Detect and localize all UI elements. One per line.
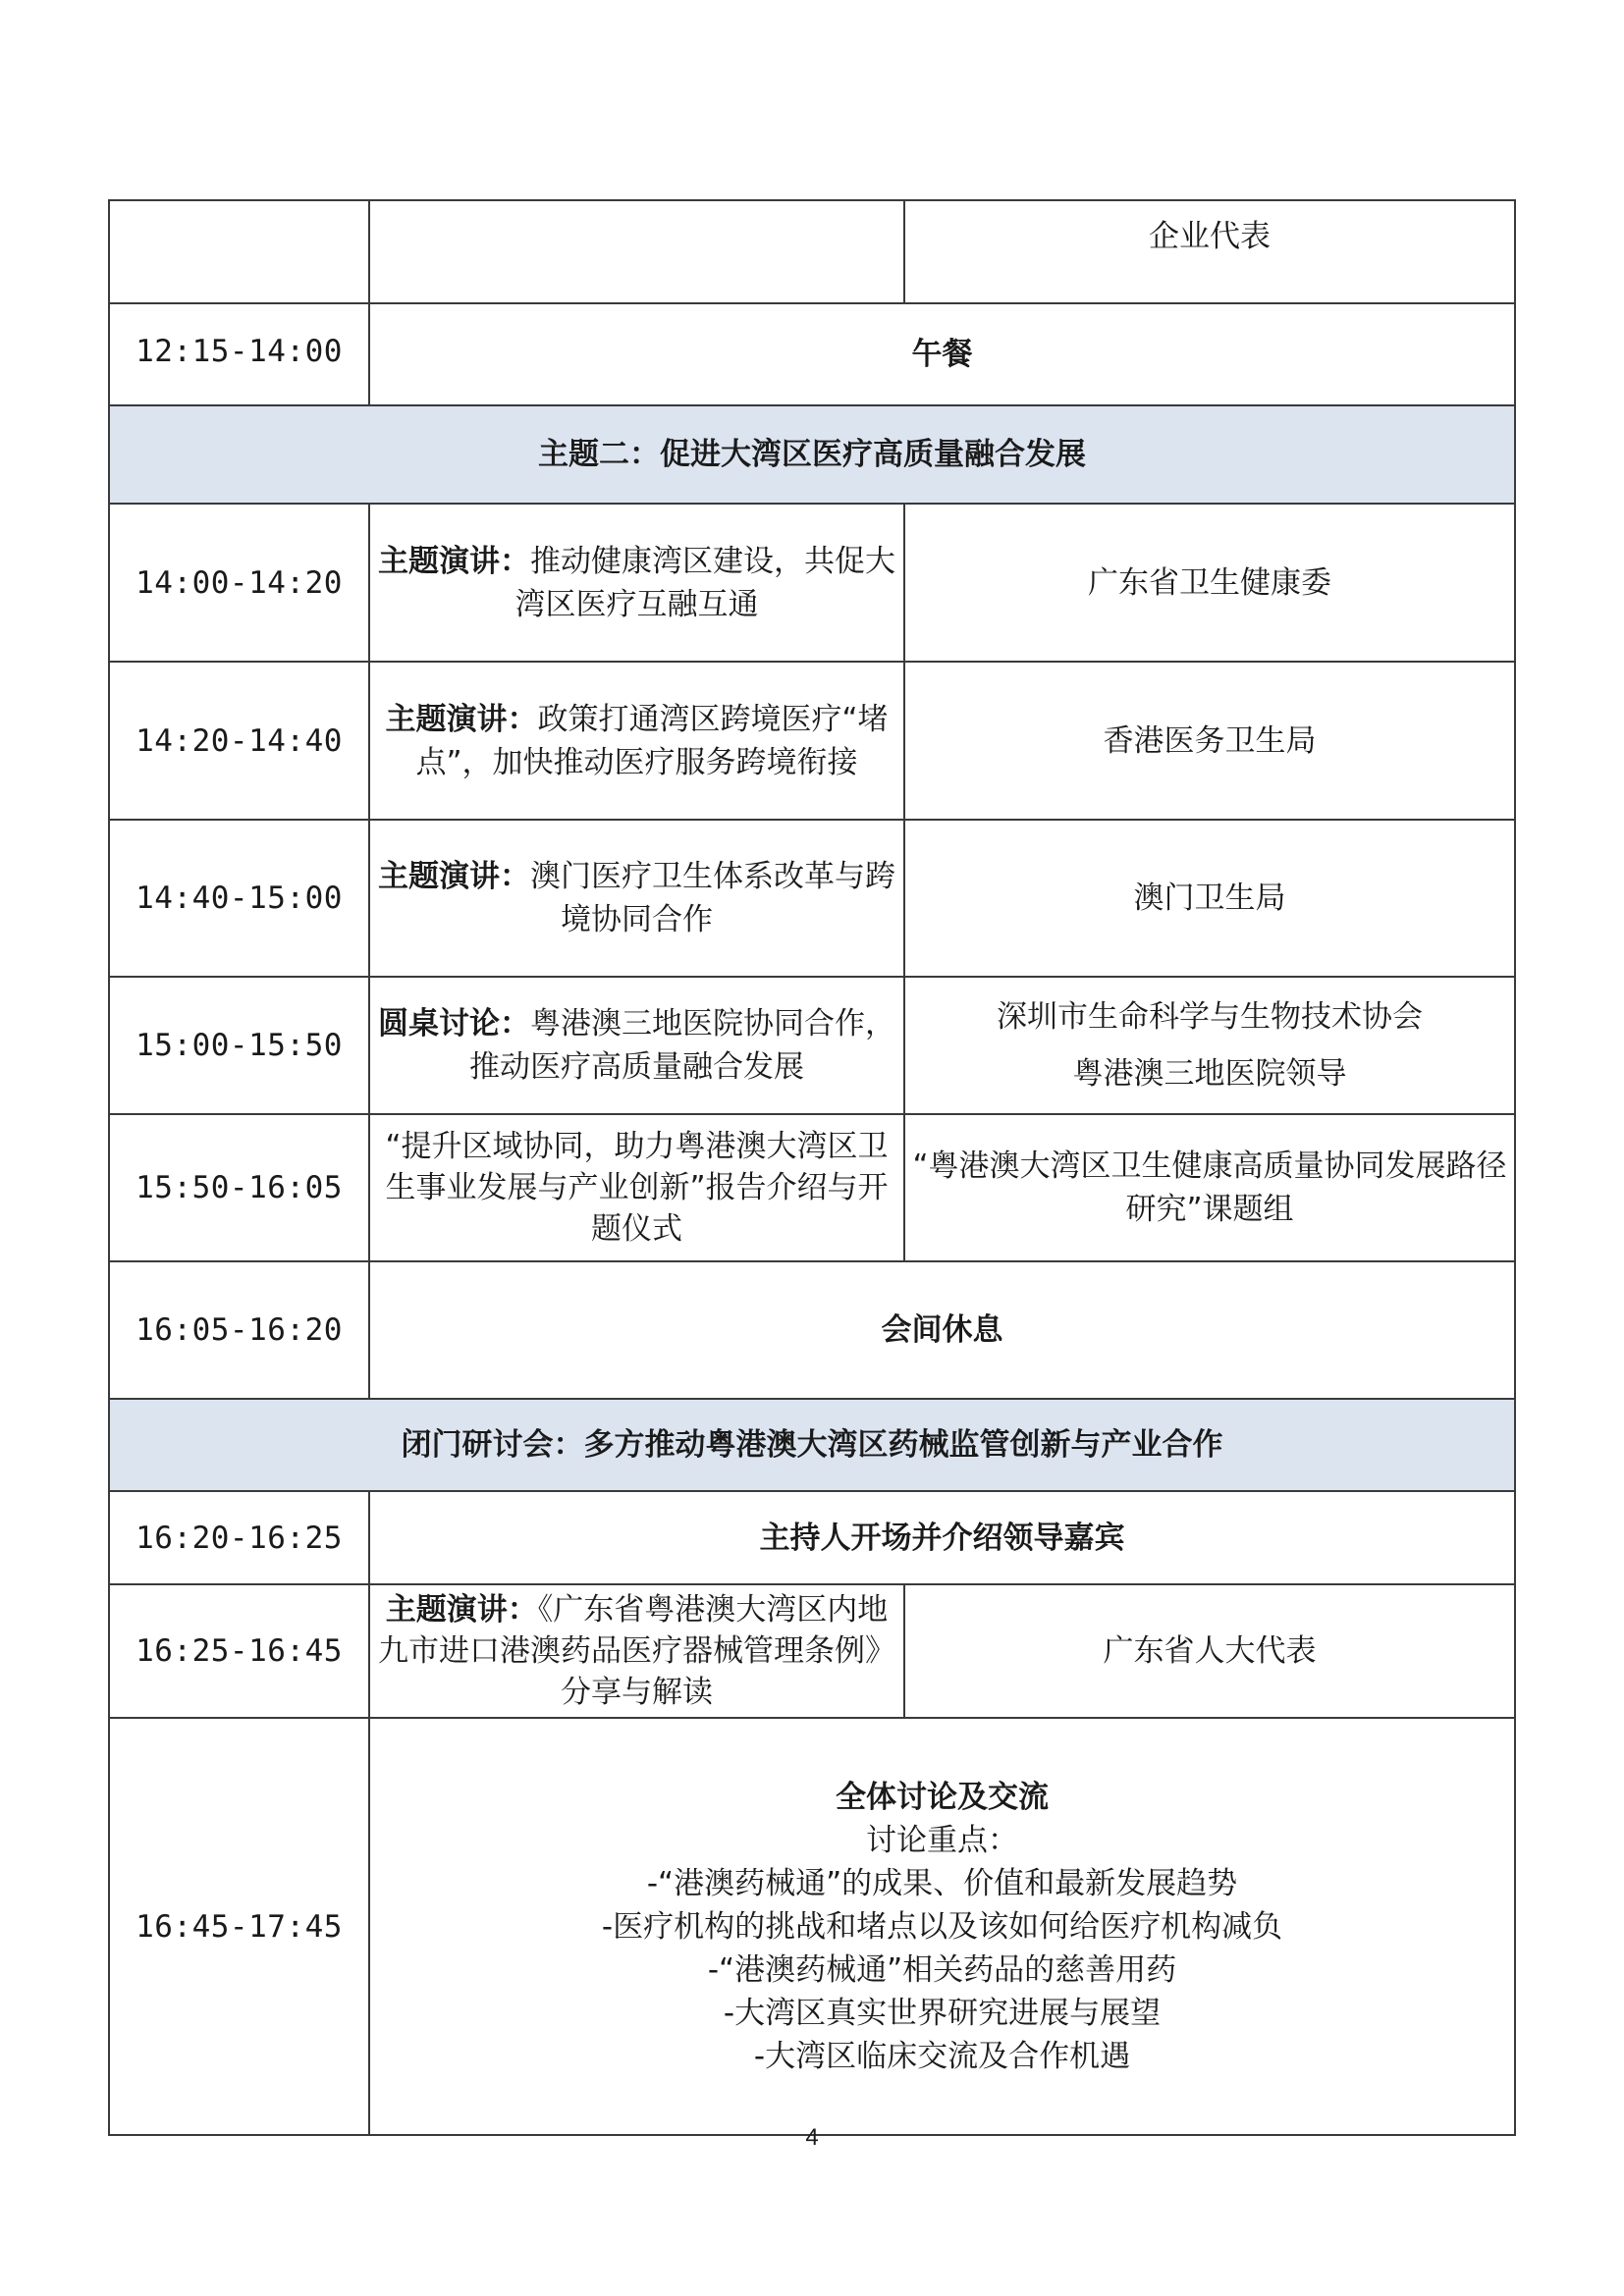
speaker-cell: 澳门卫生局 xyxy=(904,820,1515,977)
table-row xyxy=(109,1718,1515,2135)
discussion-point: -医疗机构的挑战和堵点以及该如何给医疗机构减负 xyxy=(601,1908,1283,1945)
table-row xyxy=(109,303,1515,405)
agenda-table xyxy=(108,199,1516,2136)
topic-label: 主题演讲： xyxy=(385,1592,538,1628)
page-number: 4 xyxy=(805,2124,819,2151)
time-cell: 14:40-15:00 xyxy=(109,820,369,977)
topic-cell xyxy=(369,977,904,1114)
topic-text: 《广东省粤港澳大湾区内地九市进口港澳药品医疗器械管理条例》分享与解读 xyxy=(378,1592,895,1710)
topic-cell xyxy=(369,820,904,977)
discussion-subheading: 讨论重点： xyxy=(866,1822,1018,1858)
topic-cell xyxy=(369,1114,904,1261)
topic-cell xyxy=(369,200,904,303)
time-cell: 16:05-16:20 xyxy=(109,1261,369,1399)
discussion-point: -“港澳药械通”的成果、价值和最新发展趋势 xyxy=(646,1865,1238,1901)
discussion-point: -大湾区临床交流及合作机遇 xyxy=(753,2038,1131,2074)
table-row xyxy=(109,504,1515,662)
speaker-cell: 企业代表 xyxy=(904,200,1515,303)
table-row xyxy=(109,1114,1515,1261)
table-row xyxy=(109,1491,1515,1584)
topic-label: 主题演讲： xyxy=(385,701,538,737)
section-header-row xyxy=(109,1399,1515,1491)
topic-text: 粤港澳三地医院协同合作，推动医疗高质量融合发展 xyxy=(469,1006,895,1085)
topic-cell xyxy=(369,1584,904,1718)
topic-text: 推动健康湾区建设，共促大湾区医疗互融互通 xyxy=(514,543,895,622)
break-cell: 会间休息 xyxy=(369,1261,1515,1399)
section-header-row xyxy=(109,405,1515,504)
section-title: 闭门研讨会：多方推动粤港澳大湾区药械监管创新与产业合作 xyxy=(109,1399,1515,1491)
speaker-cell xyxy=(904,977,1515,1114)
speaker-cell: 广东省卫生健康委 xyxy=(904,504,1515,662)
lunch-cell: 午餐 xyxy=(369,303,1515,405)
time-cell: 16:45-17:45 xyxy=(109,1718,369,2135)
time-cell: 14:20-14:40 xyxy=(109,662,369,820)
table-row xyxy=(109,977,1515,1114)
table-row xyxy=(109,1584,1515,1718)
topic-label: 主题演讲： xyxy=(378,859,530,894)
speaker-cell: “粤港澳大湾区卫生健康高质量协同发展路径研究”课题组 xyxy=(904,1114,1515,1261)
host-cell: 主持人开场并介绍领导嘉宾 xyxy=(369,1491,1515,1584)
time-cell xyxy=(109,200,369,303)
topic-text: “提升区域协同，助力粤港澳大湾区卫生事业发展与产业创新”报告介绍与开题仪式 xyxy=(385,1129,889,1247)
time-cell: 12:15-14:00 xyxy=(109,303,369,405)
time-cell: 16:20-16:25 xyxy=(109,1491,369,1584)
topic-label: 圆桌讨论： xyxy=(378,1006,530,1041)
speaker-line: 粤港澳三地医院领导 xyxy=(1072,1056,1347,1092)
table-row xyxy=(109,200,1515,303)
discussion-point: -“港澳药械通”相关药品的慈善用药 xyxy=(707,1951,1177,1988)
time-cell: 15:50-16:05 xyxy=(109,1114,369,1261)
table-row xyxy=(109,820,1515,977)
topic-cell xyxy=(369,504,904,662)
topic-cell xyxy=(369,662,904,820)
speaker-cell: 广东省人大代表 xyxy=(904,1584,1515,1718)
discussion-cell xyxy=(369,1718,1515,2135)
topic-label: 主题演讲： xyxy=(378,543,530,579)
topic-text: 政策打通湾区跨境医疗“堵点”，加快推动医疗服务跨境衔接 xyxy=(415,701,889,780)
time-cell: 15:00-15:50 xyxy=(109,977,369,1114)
discussion-heading: 全体讨论及交流 xyxy=(836,1779,1049,1815)
table-row xyxy=(109,1261,1515,1399)
topic-text: 澳门医疗卫生体系改革与跨境协同合作 xyxy=(530,859,895,937)
section-title: 主题二：促进大湾区医疗高质量融合发展 xyxy=(109,405,1515,504)
speaker-line: 深圳市生命科学与生物技术协会 xyxy=(997,999,1423,1035)
time-cell: 14:00-14:20 xyxy=(109,504,369,662)
speaker-cell: 香港医务卫生局 xyxy=(904,662,1515,820)
table-row xyxy=(109,662,1515,820)
time-cell: 16:25-16:45 xyxy=(109,1584,369,1718)
discussion-point: -大湾区真实世界研究进展与展望 xyxy=(723,1995,1162,2031)
